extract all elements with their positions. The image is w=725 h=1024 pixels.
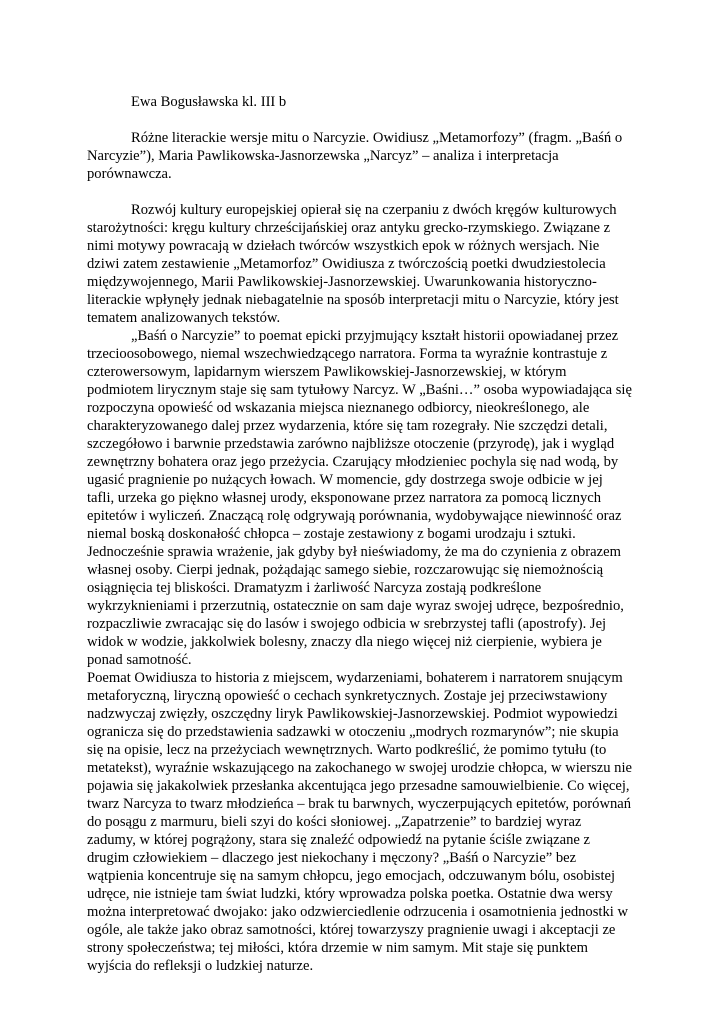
paragraph-comparison: Poemat Owidiusza to historia z miejscem, wydarzeniami, bohaterem i narratorem snującym metaforyczną, liryczną opowieść o cechach synkretycznych. Zostaje jej przeciwstawiony nadzwyczaj zwięzły, oszczędny liryk Pawlikowskiej-Jasnorzewskiej. Podmiot wypowiedzi ogranicza się do przedstawienia sadzawki w otoczeniu „modrych rozmarynów”; nie skupia się na opisie, lecz na przeżyciach wewnętrznych. Warto podkreślić, że pomimo tytułu (to metatekst), wyraźnie wskazującego na zakochanego w swojej urodzie chłopca, w wierszu nie pojawia się jakakolwiek przesłanka akcentująca jego przesadne samouwielbienie. Co więcej, twarz Narcyza to twarz młodzieńca – brak tu barwnych, wyczerpujących epitetów, porównań do posągu z marmuru, bieli szyi do kości słoniowej. „Zapatrzenie” to bardziej wyraz zadumy, w której pogrążony, stara się znaleźć odpowiedź na pytanie ściśle związane z drugim człowiekiem – dlaczego jest niekochany i męczony? „Baśń o Narcyzie” bez wątpienia koncentruje się na samym chłopcu, jego emocjach, odczuwanym bólu, osobistej udręce, nie istnieje tam świat ludzki, który wprowadza polska poetka. Ostatnie dwa wersy można interpretować dwojako: jako odzwierciedlenie odrzucenia i osamotnienia jednostki w ogóle, ale także jako obraz samotności, której towarzyszy pragnienie uwagi i akceptacji ze strony społeczeństwa; tej miłości, która drzemie w nim samym. Mit staje się punktem wyjścia do refleksji o ludzkiej naturze. [87, 670, 633, 974]
paragraph-ovid-analysis: „Baśń o Narcyzie” to poemat epicki przyjmujący kształt historii opowiadanej przez trzecioosobowego, niemal wszechwiedzącego narratora. Forma ta wyraźnie kontrastuje z czterowersowym, lapidarnym wierszem Pawlikowskiej-Jasnorzewskiej, w którym podmiotem lirycznym staje się sam tytułowy Narcyz. W „Baśni…” osoba wypowiadająca się rozpoczyna opowieść od wskazania miejsca nieznanego odbiorcy, nieokreślonego, ale charakteryzowanego dalej przez wydarzenia, które się tam rozegrały. Nie szczędzi detali, szczegółowo i barwnie przedstawia zarówno najbliższe otoczenie (przyrodę), jak i wygląd zewnętrzny bohatera oraz jego przeżycia. Czarujący młodzieniec pochyla się nad wodą, by ugasić pragnienie po nużących łowach. W momencie, gdy dostrzega swoje odbicie w jej tafli, urzeka go piękno własnej urody, eksponowane przez narratora za pomocą licznych epitetów i wyliczeń. Znaczącą rolę odgrywają porównania, wydobywające niewinność oraz niemal boską doskonałość chłopca – zostaje zestawiony z bogami urodzaju i sztuki. Jednocześnie sprawia wrażenie, jak gdyby był nieświadomy, że ma do czynienia z obrazem własnej osoby. Cierpi jednak, pożądając samego siebie, rozczarowując się niemożnością osiągnięcia tej bliskości. Dramatyzm i żarliwość Narcyza zostają podkreślone wykrzyknieniami i przerzutnią, ostatecznie on sam daje wyraz swojej udręce, bezpośrednio, rozpaczliwie zwracając się do lasów i swojego odbicia w srebrzystej tafli (apostrofy). Jej widok w wodzie, jakkolwiek bolesny, znaczy dla niego więcej niż cierpienie, wybiera je ponad samotność. [87, 328, 632, 668]
paragraph-introduction: Rozwój kultury europejskiej opierał się na czerpaniu z dwóch kręgów kulturowych starożytności: kręgu kultury chrześcijańskiej oraz antyku grecko-rzymskiego. Związane z nimi motywy powracają w dziełach twórców wszystkich epok w różnych wersjach. Nie dziwi zatem zestawienie „Metamorfoz” Owidiusza z twórczością poetki dwudziestolecia międzywojennego, Marii Pawlikowskiej-Jasnorzewskiej. Uwarunkowania historyczno-literackie wpłynęły jednak niebagatelnie na sposób interpretacji mitu o Narcyzie, który jest tematem analizowanych tekstów. [87, 202, 619, 326]
document-page [87, 93, 633, 975]
author-line: Ewa Bogusławska kl. III b [131, 94, 287, 110]
essay-title: Różne literackie wersje mitu o Narcyzie. Owidiusz „Metamorfozy” (fragm. „Baśń o Narcyzie”), Maria Pawlikowska-Jasnorzewska „Narcyz” – analiza i interpretacja porównawcza. [87, 130, 623, 182]
